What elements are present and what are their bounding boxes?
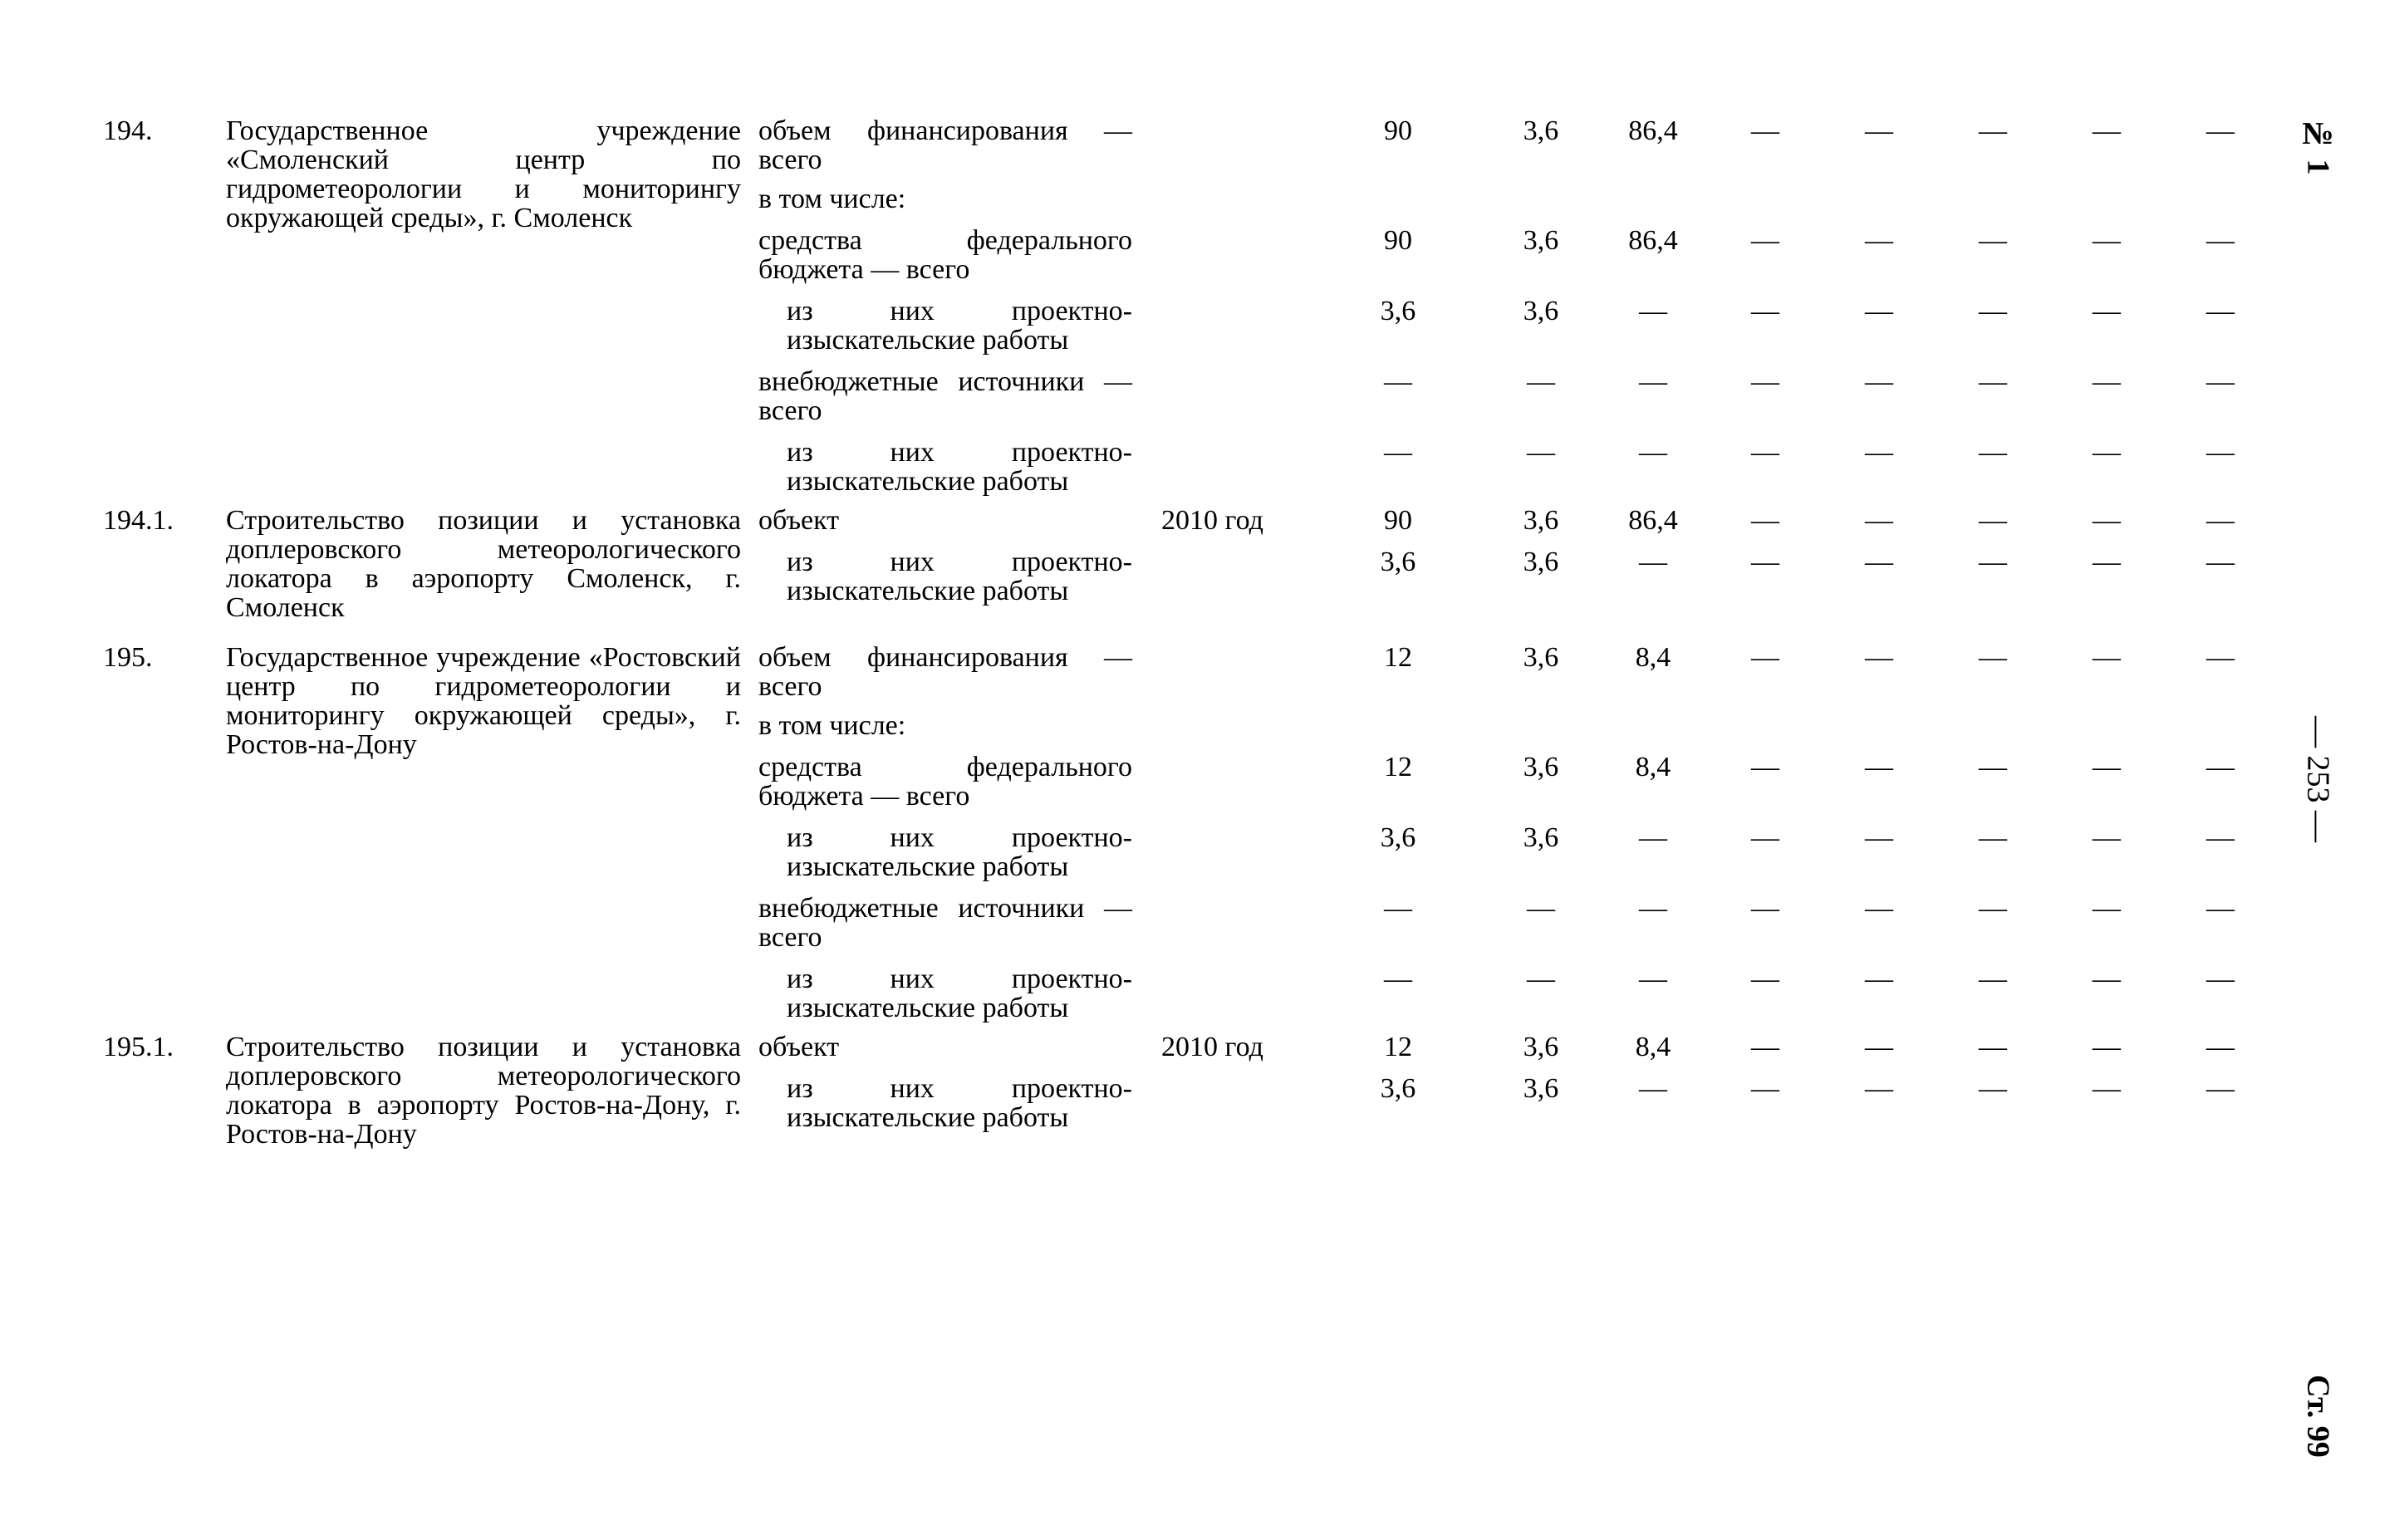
value-cell: — xyxy=(1865,752,1893,782)
value-cell: 86,4 xyxy=(1628,115,1678,146)
indicator-label: средства федерального бюджета — всего xyxy=(758,752,1132,812)
value-cell: — xyxy=(2092,1073,2121,1104)
value-cell: — xyxy=(2092,893,2121,924)
value-cell: — xyxy=(1384,437,1412,468)
indicator-label: в том числе: xyxy=(758,184,906,214)
indicator-label: внебюджетные источники — всего xyxy=(758,893,1132,953)
value-cell: — xyxy=(2206,752,2235,782)
record-name: Строительство позиции и установка доплеровского метеорологического локатора в аэропорту Смоленск, г. Смоленск xyxy=(226,505,741,623)
value-cell: — xyxy=(1639,964,1667,994)
value-cell: — xyxy=(1865,437,1893,468)
value-cell: — xyxy=(1751,505,1779,536)
value-cell: — xyxy=(2092,1032,2121,1062)
indicator-label: из них проектно-изыскательские работы xyxy=(787,1073,1132,1133)
value-cell: — xyxy=(1979,366,2007,397)
value-cell: — xyxy=(2206,893,2235,924)
value-cell: 86,4 xyxy=(1628,505,1678,536)
value-cell: — xyxy=(2206,642,2235,673)
value-cell: — xyxy=(1979,225,2007,256)
value-cell: — xyxy=(2092,437,2121,468)
value-cell: — xyxy=(1527,437,1555,468)
value-cell: 3,6 xyxy=(1523,822,1559,853)
value-cell: — xyxy=(1865,822,1893,853)
indicator-label: внебюджетные источники — всего xyxy=(758,366,1132,426)
value-cell: — xyxy=(1979,752,2007,782)
value-cell: 3,6 xyxy=(1523,642,1559,673)
value-cell: — xyxy=(1751,115,1779,146)
value-cell: 12 xyxy=(1384,642,1412,673)
value-cell: 3,6 xyxy=(1523,547,1559,577)
value-cell: — xyxy=(1751,642,1779,673)
value-cell: 8,4 xyxy=(1635,642,1671,673)
record-number: 195.1. xyxy=(103,1032,174,1062)
record-number: 194.1. xyxy=(103,505,174,536)
value-cell: — xyxy=(2092,642,2121,673)
value-cell: — xyxy=(1527,893,1555,924)
value-cell: — xyxy=(2092,822,2121,853)
value-cell: 90 xyxy=(1384,505,1412,536)
value-cell: — xyxy=(2206,296,2235,326)
value-cell: — xyxy=(1751,1073,1779,1104)
record-name: Строительство позиции и установка доплеровского метеорологического локатора в аэропорту Ростов-на-Дону, г. Ростов-на-Дону xyxy=(226,1032,741,1150)
value-cell: — xyxy=(1865,366,1893,397)
indicator-label: из них проектно-изыскательские работы xyxy=(787,964,1132,1023)
record-number: 194. xyxy=(103,115,153,146)
value-cell: — xyxy=(1865,1032,1893,1062)
value-cell: 3,6 xyxy=(1523,225,1559,256)
value-cell: — xyxy=(1639,1073,1667,1104)
value-cell: — xyxy=(1639,437,1667,468)
value-cell: — xyxy=(1639,547,1667,577)
value-cell: — xyxy=(2206,1032,2235,1062)
value-cell: — xyxy=(1979,547,2007,577)
value-cell: 3,6 xyxy=(1380,296,1416,326)
value-cell: — xyxy=(2092,547,2121,577)
value-cell: 3,6 xyxy=(1380,1073,1416,1104)
value-cell: — xyxy=(2092,964,2121,994)
record-name: Государственное учреждение «Смоленский центр по гидрометеорологии и мониторингу окружающей среды», г. Смоленск xyxy=(226,115,741,233)
indicator-label: объект xyxy=(758,1032,840,1062)
value-cell: 12 xyxy=(1384,1032,1412,1062)
value-cell: — xyxy=(2092,115,2121,146)
indicator-label: объем финансирования — всего xyxy=(758,115,1132,175)
page-number-label: — 253 — xyxy=(2300,715,2336,842)
value-cell: 8,4 xyxy=(1635,752,1671,782)
value-cell: — xyxy=(1979,115,2007,146)
value-cell: — xyxy=(1979,437,2007,468)
indicator-label: из них проектно-изыскательские работы xyxy=(787,296,1132,356)
value-cell: — xyxy=(2206,964,2235,994)
value-cell: — xyxy=(1751,1032,1779,1062)
value-cell: 3,6 xyxy=(1380,547,1416,577)
value-cell: — xyxy=(2092,225,2121,256)
value-cell: — xyxy=(2092,505,2121,536)
value-cell: — xyxy=(2206,505,2235,536)
value-cell: — xyxy=(1639,296,1667,326)
value-cell: — xyxy=(1384,964,1412,994)
indicator-label: из них проектно-изыскательские работы xyxy=(787,437,1132,497)
issue-number-label: № 1 xyxy=(2300,115,2336,175)
value-cell: — xyxy=(1751,752,1779,782)
value-cell: — xyxy=(1979,1073,2007,1104)
value-cell: — xyxy=(1865,964,1893,994)
value-cell: — xyxy=(1639,366,1667,397)
value-cell: — xyxy=(1865,296,1893,326)
value-cell: — xyxy=(1865,893,1893,924)
value-cell: — xyxy=(1979,1032,2007,1062)
value-cell: — xyxy=(1751,296,1779,326)
value-cell: — xyxy=(1751,437,1779,468)
value-cell: 3,6 xyxy=(1523,505,1559,536)
value-cell: — xyxy=(1979,822,2007,853)
value-cell: — xyxy=(1979,642,2007,673)
period-cell: 2010 год xyxy=(1161,505,1263,536)
indicator-label: из них проектно-изыскательские работы xyxy=(787,547,1132,606)
value-cell: — xyxy=(2206,437,2235,468)
value-cell: — xyxy=(2206,822,2235,853)
value-cell: — xyxy=(1639,822,1667,853)
value-cell: 8,4 xyxy=(1635,1032,1671,1062)
value-cell: — xyxy=(1639,893,1667,924)
indicator-label: объем финансирования — всего xyxy=(758,642,1132,702)
value-cell: 3,6 xyxy=(1523,752,1559,782)
value-cell: 86,4 xyxy=(1628,225,1678,256)
value-cell: — xyxy=(1979,893,2007,924)
value-cell: — xyxy=(1384,893,1412,924)
record-number: 195. xyxy=(103,642,153,673)
value-cell: — xyxy=(1865,115,1893,146)
value-cell: — xyxy=(2092,296,2121,326)
value-cell: 3,6 xyxy=(1523,296,1559,326)
value-cell: 3,6 xyxy=(1523,1073,1559,1104)
value-cell: — xyxy=(2206,366,2235,397)
indicator-label: объект xyxy=(758,505,840,536)
value-cell: — xyxy=(1527,366,1555,397)
value-cell: — xyxy=(2206,1073,2235,1104)
value-cell: — xyxy=(1384,366,1412,397)
value-cell: — xyxy=(2206,225,2235,256)
indicator-label: из них проектно-изыскательские работы xyxy=(787,822,1132,882)
value-cell: 3,6 xyxy=(1523,1032,1559,1062)
value-cell: 12 xyxy=(1384,752,1412,782)
value-cell: — xyxy=(1751,547,1779,577)
value-cell: — xyxy=(1865,1073,1893,1104)
value-cell: — xyxy=(1865,642,1893,673)
value-cell: 90 xyxy=(1384,225,1412,256)
value-cell: — xyxy=(1751,822,1779,853)
value-cell: — xyxy=(1979,505,2007,536)
value-cell: — xyxy=(1751,964,1779,994)
indicator-label: средства федерального бюджета — всего xyxy=(758,225,1132,285)
value-cell: — xyxy=(2092,366,2121,397)
value-cell: — xyxy=(1751,225,1779,256)
value-cell: — xyxy=(1751,366,1779,397)
value-cell: — xyxy=(1751,893,1779,924)
value-cell: — xyxy=(2206,547,2235,577)
value-cell: — xyxy=(1865,505,1893,536)
value-cell: — xyxy=(1865,225,1893,256)
period-cell: 2010 год xyxy=(1161,1032,1263,1062)
value-cell: — xyxy=(1865,547,1893,577)
article-number-label: Ст. 99 xyxy=(2300,1375,2336,1458)
value-cell: 3,6 xyxy=(1380,822,1416,853)
value-cell: — xyxy=(1979,296,2007,326)
value-cell: 90 xyxy=(1384,115,1412,146)
value-cell: — xyxy=(1979,964,2007,994)
value-cell: — xyxy=(1527,964,1555,994)
value-cell: — xyxy=(2092,752,2121,782)
record-name: Государственное учреждение «Ростовский центр по гидрометеорологии и мониторингу окружающей среды», г. Ростов-на-Дону xyxy=(226,642,741,760)
indicator-label: в том числе: xyxy=(758,710,906,741)
value-cell: 3,6 xyxy=(1523,115,1559,146)
value-cell: — xyxy=(2206,115,2235,146)
